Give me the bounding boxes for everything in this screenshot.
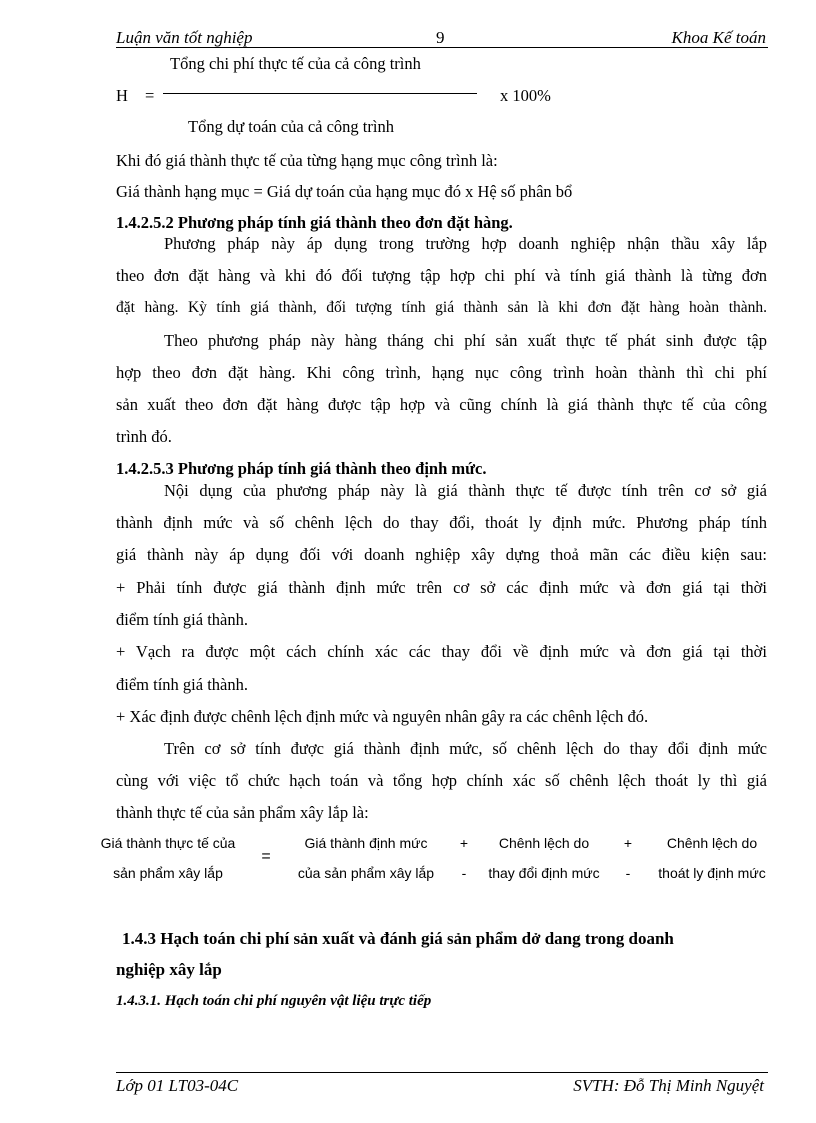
- heading-1-4-3-1: 1.4.3.1. Hạch toán chi phí nguyên vật liệu trực tiếp: [116, 993, 432, 1009]
- heading-1-4-2-5-2: 1.4.2.5.2 Phương pháp tính giá thành theo đơn đặt hàng.: [116, 213, 513, 232]
- bullet2-line2: điểm tính giá thành.: [116, 675, 248, 694]
- section1-line3: đặt hàng. Kỳ tính giá thành, đối tượng tính giá thành sản là khi đơn đặt hàng hoàn thành.: [116, 299, 767, 316]
- section2-line3: sản xuất theo đơn đặt hàng được tập hợp và cũng chính là giá thành thực tế của công: [116, 395, 767, 414]
- formula2-op2-bottom: -: [625, 865, 631, 881]
- formula2-term4-bottom: thoát ly định mức: [658, 865, 766, 881]
- formula-h-equals: =: [145, 86, 155, 105]
- header-rule: [116, 47, 768, 48]
- section3-line3: giá thành này áp dụng đối với doanh nghiệp xây dựng thoả mãn các điều kiện sau:: [116, 545, 767, 564]
- footer-left: Lớp 01 LT03-04C: [116, 1076, 239, 1095]
- formula2-term4-top: Chênh lệch do: [666, 835, 758, 851]
- section3-line2: thành định mức và số chênh lệch do thay đổi, thoát ly định mức. Phương pháp tính: [116, 513, 767, 532]
- formula2-op1-bottom: -: [461, 865, 467, 881]
- formula2-term3-bottom: thay đổi định mức: [488, 865, 600, 881]
- section3-line1: Nội dụng của phương pháp này là giá thành thực tế được tính trên cơ sở giá: [164, 481, 767, 500]
- section4-line3: thành thực tế của sản phẩm xây lắp là:: [116, 803, 369, 822]
- footer-right: SVTH: Đỗ Thị Minh Nguyệt: [573, 1076, 764, 1095]
- section4-line1: Trên cơ sở tính được giá thành định mức, số chênh lệch do thay đổi định mức: [164, 739, 767, 758]
- formula2-term3-top: Chênh lệch do: [498, 835, 590, 851]
- header-right: Khoa Kế toán: [671, 28, 766, 47]
- formula2-term1-top: Giá thành thực tế của: [100, 835, 236, 851]
- page-number: 9: [436, 28, 445, 47]
- formula-h-fraction-bar: [163, 93, 477, 94]
- paragraph-2: Giá thành hạng mục = Giá dự toán của hạng mục đó x Hệ số phân bổ: [116, 182, 573, 201]
- heading-1-4-3-line1: 1.4.3 Hạch toán chi phí sản xuất và đánh giá sản phẩm dở dang trong doanh: [122, 929, 674, 948]
- heading-1-4-2-5-3: 1.4.2.5.3 Phương pháp tính giá thành theo định mức.: [116, 459, 487, 478]
- formula2-equals: =: [261, 848, 271, 865]
- section2-line2: hợp theo đơn đặt hàng. Khi công trình, hạng nục công trình hoàn thành thì chi phí: [116, 363, 767, 382]
- formula-h-denominator: Tổng dự toán của cả công trình: [188, 117, 394, 136]
- bullet1-line2: điểm tính giá thành.: [116, 610, 248, 629]
- formula2-op2-top: +: [623, 835, 633, 851]
- section2-line1: Theo phương pháp này hàng tháng chi phí sản xuất thực tế phát sinh được tập: [164, 331, 767, 350]
- header-left: Luận văn tốt nghiệp: [116, 28, 253, 47]
- paragraph-1: Khi đó giá thành thực tế của từng hạng mục công trình là:: [116, 151, 498, 170]
- bullet1-line1: + Phải tính được giá thành định mức trên cơ sở các định mức và đơn giá tại thời: [116, 578, 767, 597]
- bullet3: + Xác định được chênh lệch định mức và nguyên nhân gây ra các chênh lệch đó.: [116, 707, 649, 726]
- formula-h-multiplier: x 100%: [500, 86, 551, 105]
- section4-line2: cùng với việc tổ chức hạch toán và tổng hợp chính xác số chênh lệch thoát ly thì giá: [116, 771, 767, 790]
- formula2-term1-bottom: sản phẩm xây lắp: [113, 865, 223, 881]
- footer-rule: [116, 1072, 768, 1073]
- formula2-term2-top: Giá thành định mức: [304, 835, 428, 851]
- bullet2-line1: + Vạch ra được một cách chính xác các thay đổi về định mức và đơn giá tại thời: [116, 642, 767, 661]
- formula-h-symbol: H: [116, 86, 128, 105]
- section1-line2: theo đơn đặt hàng và khi đó đối tượng tập hợp chi phí và tính giá thành là từng đơn: [116, 266, 767, 285]
- formula2-op1-top: +: [459, 835, 469, 851]
- heading-1-4-3-line2: nghiệp xây lắp: [116, 960, 222, 979]
- section1-line1: Phương pháp này áp dụng trong trường hợp doanh nghiệp nhận thầu xây lắp: [164, 234, 767, 253]
- formula-h-numerator: Tổng chi phí thực tế của cả công trình: [170, 54, 421, 73]
- formula2-term2-bottom: của sản phẩm xây lắp: [297, 865, 435, 881]
- section2-line4: trình đó.: [116, 427, 172, 446]
